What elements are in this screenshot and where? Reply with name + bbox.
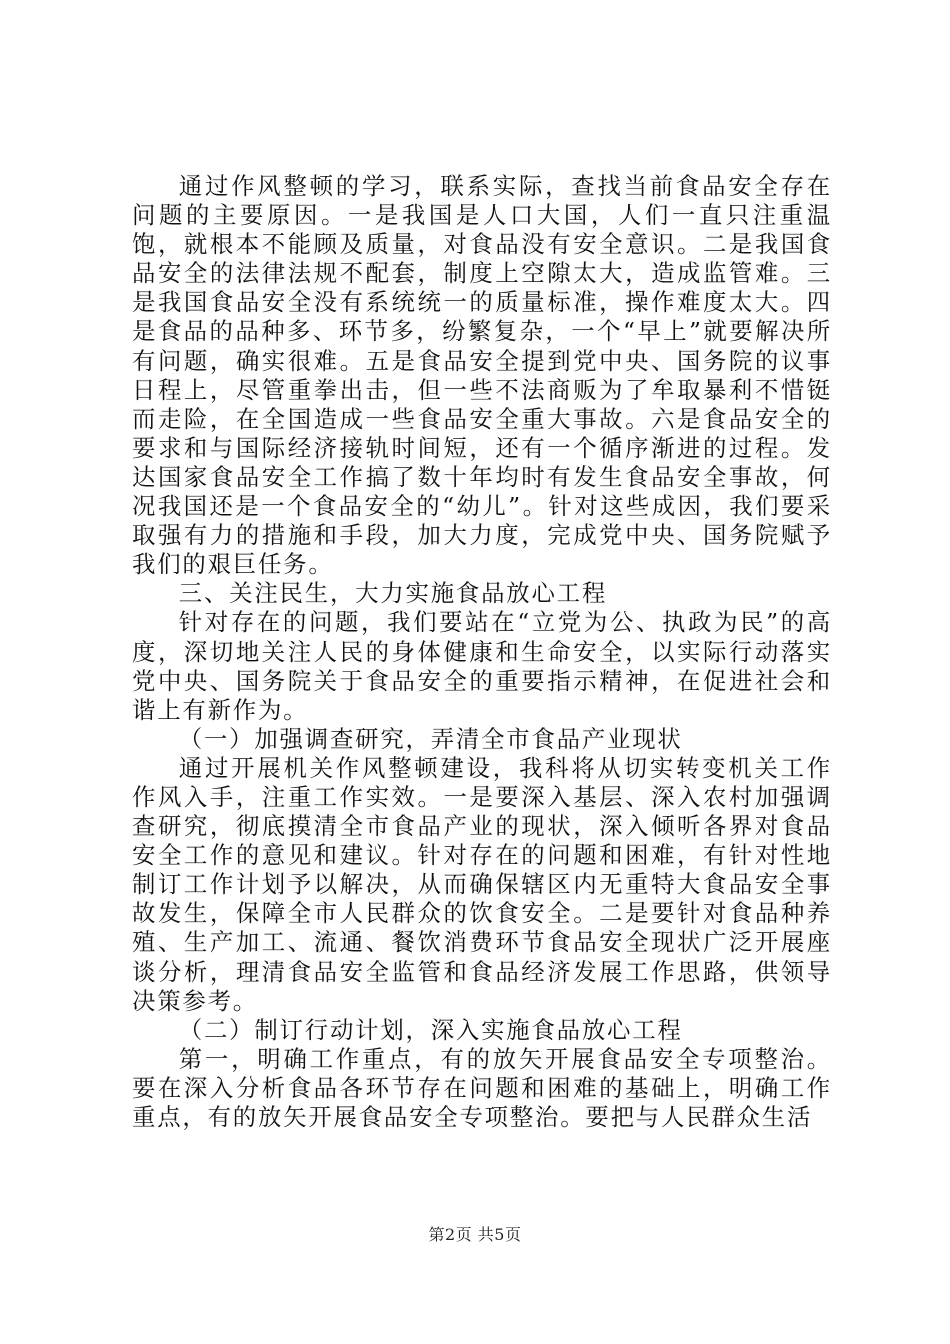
page-footer: 第2页 共5页 (428, 1225, 522, 1244)
subsection-heading-2: （二）制订行动计划，深入实施食品放心工程 (178, 1015, 683, 1044)
subsection-heading-1: （一）加强调查研究，弄清全市食品产业现状 (178, 724, 683, 753)
paragraph-research: 通过开展机关作风整顿建设，我科将从切实转变机关工作作风入手，注重工作实效。一是要深入基层、深入农村加强调查研究，彻底摸清全市食品产业的现状，深入倾听各界对食品安全工作的意见和建议。针对存在的问题和困难，有针对性地制订工作计划予以解决，从而确保辖区内无重特大食品安全事故发生，保障全市人民群众的饮食安全。二是要针对食品种养殖、生产加工、流通、餐饮消费环节食品安全现状广泛开展座谈分析，理清食品安全监管和食品经济发展工作思路，供领导决策参考。 (132, 753, 832, 1015)
paragraph-problems: 针对存在的问题，我们要站在“立党为公、执政为民”的高度，深切地关注人民的身体健康和生命安全，以实际行动落实党中央、国务院关于食品安全的重要指示精神，在促进社会和谐上有新作为。 (132, 608, 832, 724)
section-heading-3: 三、关注民生，大力实施食品放心工程 (178, 579, 608, 608)
paragraph-causes: 通过作风整顿的学习，联系实际，查找当前食品安全存在问题的主要原因。一是我国是人口大国，人们一直只注重温饱，就根本不能顾及质量，对食品没有安全意识。二是我国食品安全的法律法规不配套，制度上空隙太大，造成监管难。三是我国食品安全没有系统统一的质量标准，操作难度太大。四是食品的品种多、环节多，纷繁复杂，一个“早上”就要解决所有问题，确实很难。五是食品安全提到党中央、国务院的议事日程上，尽管重拳出击，但一些不法商贩为了牟取暴利不惜铤而走险，在全国造成一些食品安全重大事故。六是食品安全的要求和与国际经济接轨时间短，还有一个循序渐进的过程。发达国家食品安全工作搞了数十年均时有发生食品安全事故，何况我国还是一个食品安全的“幼儿”。针对这些成因，我们要采取强有力的措施和手段，加大力度，完成党中央、国务院赋予我们的艰巨任务。 (132, 172, 832, 579)
paragraph-first-point: 第一，明确工作重点，有的放矢开展食品安全专项整治。要在深入分析食品各环节存在问题和困难的基础上，明确工作重点，有的放矢开展食品安全专项整治。要把与人民群众生活 (132, 1044, 832, 1131)
document-body (132, 172, 832, 1132)
